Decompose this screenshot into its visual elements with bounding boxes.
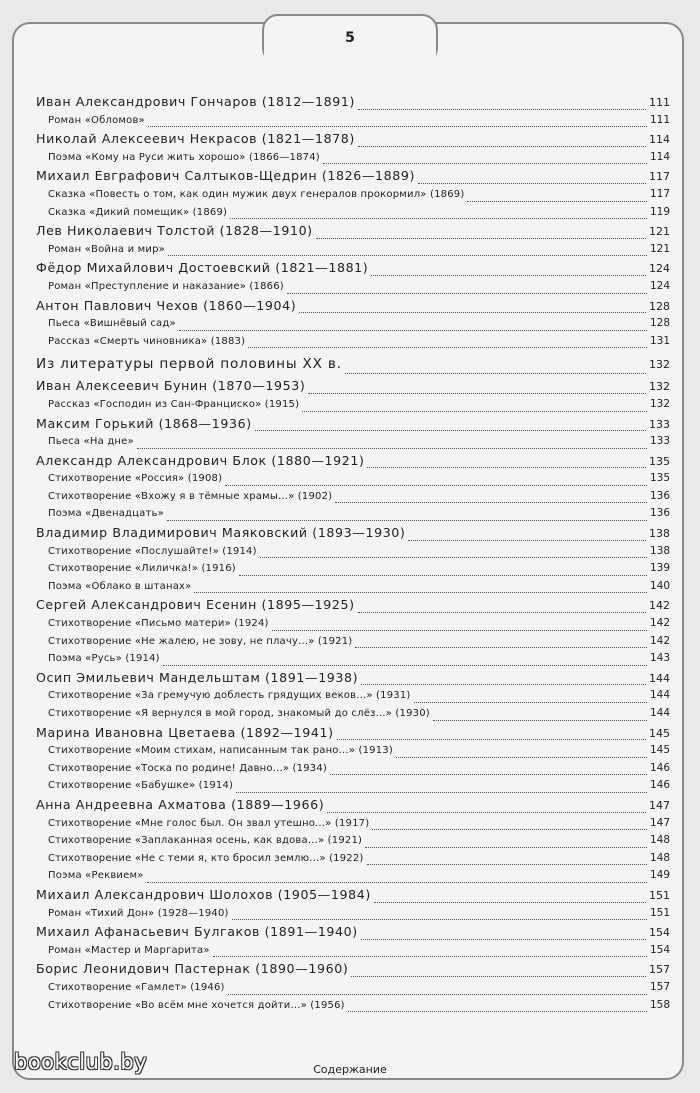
toc-work-entry[interactable] xyxy=(36,490,670,508)
toc-entry-title: Михаил Афанасьевич Булгаков (1891—1940) xyxy=(36,924,358,940)
toc-entry-page: 148 xyxy=(649,851,670,864)
toc-entry-title: Максим Горький (1868—1936) xyxy=(36,415,252,431)
toc-entry-page: 157 xyxy=(649,963,670,977)
toc-entry-page: 132 xyxy=(649,397,670,410)
toc-entry-page: 111 xyxy=(649,113,670,126)
dot-leader xyxy=(355,646,647,648)
toc-entry-title: Анна Андреевна Ахматова (1889—1966) xyxy=(36,796,325,812)
toc-entry-title: Стихотворение «Заплаканная осень, как вдова...» (1921) xyxy=(48,835,363,847)
toc-work-entry[interactable] xyxy=(36,817,670,835)
toc-entry-title: Николай Алексеевич Некрасов (1821—1878) xyxy=(36,131,355,147)
toc-entry-page: 133 xyxy=(649,417,670,431)
toc-entry-page: 146 xyxy=(649,779,670,792)
toc-work-entry[interactable] xyxy=(36,907,670,925)
toc-entry-title: Борис Леонидович Пастернак (1890—1960) xyxy=(36,961,349,977)
toc-entry-page: 117 xyxy=(649,170,670,184)
toc-entry-title: Роман «Война и мир» xyxy=(48,243,165,255)
toc-author-entry[interactable] xyxy=(36,887,670,907)
toc-entry-page: 121 xyxy=(649,225,670,239)
toc-work-entry[interactable] xyxy=(36,398,670,416)
toc-work-entry[interactable] xyxy=(36,243,670,261)
toc-work-entry[interactable] xyxy=(36,617,670,635)
dot-leader xyxy=(255,429,646,431)
watermark: bookclub.by xyxy=(14,1050,148,1074)
toc-entry-page: 117 xyxy=(649,187,670,200)
toc-work-entry[interactable] xyxy=(36,999,670,1017)
dot-leader xyxy=(367,466,646,468)
toc-entry-page: 158 xyxy=(649,998,670,1011)
toc-work-entry[interactable] xyxy=(36,744,670,762)
toc-entry-title: Осип Эмильевич Мандельштам (1891—1938) xyxy=(36,669,359,685)
dot-leader xyxy=(361,683,646,685)
toc-entry-page: 146 xyxy=(649,761,670,774)
toc-entry-page: 154 xyxy=(649,926,670,940)
toc-entry-title: Стихотворение «Гамлет» (1946) xyxy=(48,981,225,993)
dot-leader xyxy=(367,863,647,865)
toc-entry-page: 133 xyxy=(649,435,670,448)
toc-entry-page: 138 xyxy=(649,527,670,541)
toc-entry-title: Сказка «Повесть о том, как один мужик двух генералов прокормил» (1869) xyxy=(48,188,465,200)
dot-leader xyxy=(302,410,647,412)
toc-entry-title: Поэма «Реквием» xyxy=(48,870,144,882)
toc-work-entry[interactable] xyxy=(36,280,670,298)
toc-entry-title: Стихотворение «Во всём мне хочется дойти...» (1956) xyxy=(48,999,345,1011)
dot-leader xyxy=(358,611,646,613)
page-number: 5 xyxy=(345,30,355,46)
toc-entry-title: Поэма «Облако в штанах» xyxy=(48,580,192,592)
toc-work-entry[interactable] xyxy=(36,206,670,224)
table-of-contents xyxy=(36,94,670,1016)
toc-work-entry[interactable] xyxy=(36,762,670,780)
toc-entry-page: 132 xyxy=(649,380,670,394)
toc-author-entry[interactable] xyxy=(36,378,670,398)
dot-leader xyxy=(316,237,646,239)
dot-leader xyxy=(323,162,647,164)
toc-author-entry[interactable] xyxy=(36,525,670,545)
toc-entry-title: Михаил Александрович Шолохов (1905—1984) xyxy=(36,886,371,902)
toc-author-entry[interactable] xyxy=(36,797,670,817)
toc-entry-title: Стихотворение «Лиличка!» (1916) xyxy=(48,563,236,575)
toc-author-entry[interactable] xyxy=(36,131,670,151)
dot-leader xyxy=(327,811,646,813)
toc-entry-title: Стихотворение «Тоска по родине! Давно...» (1934) xyxy=(48,762,328,774)
toc-work-entry[interactable] xyxy=(36,852,670,870)
dot-leader xyxy=(418,182,646,184)
toc-entry-title: Михаил Евграфович Салтыков-Щедрин (1826—1889) xyxy=(36,168,415,184)
toc-entry-page: 138 xyxy=(649,544,670,557)
toc-entry-page: 147 xyxy=(649,816,670,829)
toc-entry-title: Марина Ивановна Цветаева (1892—1941) xyxy=(36,724,334,740)
toc-entry-page: 124 xyxy=(649,262,670,276)
toc-entry-title: Сергей Александрович Есенин (1895—1925) xyxy=(36,597,355,613)
toc-entry-page: 114 xyxy=(649,150,670,163)
toc-entry-page: 142 xyxy=(649,599,670,613)
toc-entry-title: Пьеса «Вишнёвый сад» xyxy=(48,318,176,330)
toc-entry-title: Роман «Обломов» xyxy=(48,114,145,126)
dot-leader xyxy=(239,574,647,576)
toc-entry-title: Поэма «Русь» (1914) xyxy=(48,653,160,665)
dot-leader xyxy=(260,556,647,558)
toc-entry-title: Лев Николаевич Толстой (1828—1910) xyxy=(36,223,313,239)
toc-author-entry[interactable] xyxy=(36,453,670,473)
dot-leader xyxy=(308,392,646,394)
toc-entry-page: 135 xyxy=(649,472,670,485)
toc-entry-title: Роман «Мастер и Маргарита» xyxy=(48,944,210,956)
toc-work-entry[interactable] xyxy=(36,472,670,490)
dot-leader xyxy=(163,664,647,666)
toc-work-entry[interactable] xyxy=(36,151,670,169)
toc-work-entry[interactable] xyxy=(36,580,670,598)
toc-entry-title: Фёдор Михайлович Достоевский (1821—1881) xyxy=(36,260,369,276)
dot-leader xyxy=(345,372,646,374)
toc-author-entry[interactable] xyxy=(36,670,670,690)
toc-entry-page: 147 xyxy=(649,798,670,812)
toc-entry-title: Стихотворение «Бабушке» (1914) xyxy=(48,780,234,792)
toc-work-entry[interactable] xyxy=(36,944,670,962)
dot-leader xyxy=(194,591,646,593)
toc-entry-page: 140 xyxy=(649,579,670,592)
dot-leader xyxy=(358,145,646,147)
toc-entry-title: Стихотворение «Не жалею, не зову, не плачу...» (1921) xyxy=(48,635,353,647)
toc-entry-title: Роман «Тихий Дон» (1928—1940) xyxy=(48,907,229,919)
toc-entry-page: 111 xyxy=(649,96,670,109)
toc-author-entry[interactable] xyxy=(36,298,670,318)
toc-work-entry[interactable] xyxy=(36,981,670,999)
toc-work-entry[interactable] xyxy=(36,507,670,525)
toc-entry-title: Иван Алексеевич Бунин (1870—1953) xyxy=(36,378,306,394)
toc-entry-title: Из литературы первой половины XX в. xyxy=(36,356,342,373)
toc-entry-page: 145 xyxy=(649,744,670,757)
toc-work-entry[interactable] xyxy=(36,562,670,580)
dot-leader xyxy=(348,1010,647,1012)
toc-entry-page: 136 xyxy=(649,507,670,520)
toc-entry-page: 121 xyxy=(649,242,670,255)
toc-work-entry[interactable] xyxy=(36,652,670,670)
toc-author-entry[interactable] xyxy=(36,168,670,188)
dot-leader xyxy=(148,125,647,127)
toc-entry-page: 149 xyxy=(649,869,670,882)
toc-entry-page: 139 xyxy=(649,562,670,575)
dot-leader xyxy=(371,274,646,276)
toc-entry-page: 154 xyxy=(649,943,670,956)
toc-entry-title: Александр Александрович Блок (1880—1921) xyxy=(36,452,365,468)
dot-leader xyxy=(168,254,647,256)
dot-leader xyxy=(330,773,647,775)
toc-entry-page: 142 xyxy=(649,617,670,630)
toc-entry-page: 128 xyxy=(649,299,670,313)
dot-leader xyxy=(167,519,647,521)
dot-leader xyxy=(272,629,647,631)
toc-entry-page: 151 xyxy=(649,888,670,902)
toc-author-entry[interactable] xyxy=(36,961,670,981)
toc-author-entry[interactable] xyxy=(36,260,670,280)
toc-entry-page: 151 xyxy=(649,906,670,919)
toc-author-entry[interactable] xyxy=(36,597,670,617)
dot-leader xyxy=(351,975,646,977)
dot-leader xyxy=(248,346,647,348)
dot-leader xyxy=(433,719,647,721)
toc-work-entry[interactable] xyxy=(36,114,670,132)
dot-leader xyxy=(408,539,646,541)
toc-entry-page: 135 xyxy=(649,454,670,468)
footer-title: Содержание xyxy=(313,1063,387,1076)
toc-entry-page: 128 xyxy=(649,317,670,330)
toc-entry-page: 142 xyxy=(649,634,670,647)
dot-leader xyxy=(365,846,647,848)
dot-leader xyxy=(147,881,647,883)
dot-leader xyxy=(230,217,647,219)
toc-entry-title: Рассказ «Смерть чиновника» (1883) xyxy=(48,335,246,347)
dot-leader xyxy=(179,329,647,331)
toc-work-entry[interactable] xyxy=(36,335,670,353)
dot-leader xyxy=(396,756,647,758)
toc-entry-title: Стихотворение «Письмо матери» (1924) xyxy=(48,618,269,630)
toc-entry-title: Стихотворение «Вхожу я в тёмные храмы...» (1902) xyxy=(48,490,333,502)
toc-entry-page: 157 xyxy=(649,980,670,993)
dot-leader xyxy=(337,738,646,740)
toc-entry-title: Антон Павлович Чехов (1860—1904) xyxy=(36,297,297,313)
toc-entry-page: 124 xyxy=(649,279,670,292)
toc-entry-title: Рассказ «Господин из Сан-Франциско» (1915) xyxy=(48,398,300,410)
toc-entry-title: Стихотворение «За гремучую доблесть грядущих веков...» (1931) xyxy=(48,690,411,702)
toc-entry-page: 144 xyxy=(649,707,670,719)
dot-leader xyxy=(374,901,646,903)
dot-leader xyxy=(335,501,647,503)
dot-leader xyxy=(414,701,647,703)
toc-entry-title: Пьеса «На дне» xyxy=(48,436,134,448)
dot-leader xyxy=(228,993,647,995)
toc-work-entry[interactable] xyxy=(36,707,670,725)
toc-entry-page: 145 xyxy=(649,726,670,740)
toc-entry-title: Поэма «Кому на Руси жить хорошо» (1866—1874) xyxy=(48,151,320,163)
dot-leader xyxy=(361,938,646,940)
toc-section-entry[interactable] xyxy=(36,356,670,378)
dot-leader xyxy=(372,828,647,830)
toc-entry-title: Стихотворение «Мне голос был. Он звал утешно...» (1917) xyxy=(48,817,370,829)
toc-work-entry[interactable] xyxy=(36,689,670,707)
toc-work-entry[interactable] xyxy=(36,869,670,887)
toc-entry-page: 114 xyxy=(649,133,670,147)
toc-entry-title: Иван Александрович Гончаров (1812—1891) xyxy=(36,94,355,109)
dot-leader xyxy=(299,311,646,313)
toc-work-entry[interactable] xyxy=(36,635,670,653)
toc-work-entry[interactable] xyxy=(36,435,670,453)
toc-entry-page: 143 xyxy=(649,652,670,665)
dot-leader xyxy=(358,108,646,110)
toc-entry-page: 144 xyxy=(649,671,670,685)
dot-leader xyxy=(467,200,647,202)
toc-author-entry[interactable] xyxy=(36,924,670,944)
toc-entry-title: Роман «Преступление и наказание» (1866) xyxy=(48,280,284,292)
dot-leader xyxy=(225,484,647,486)
toc-work-entry[interactable] xyxy=(36,188,670,206)
toc-work-entry[interactable] xyxy=(36,545,670,563)
toc-entry-page: 144 xyxy=(649,689,670,702)
dot-leader xyxy=(232,918,647,920)
toc-work-entry[interactable] xyxy=(36,834,670,852)
toc-entry-page: 148 xyxy=(649,834,670,847)
toc-entry-title: Стихотворение «Я вернулся в мой город, знакомый до слёз...» (1930) xyxy=(48,708,430,719)
dot-leader xyxy=(287,292,647,294)
toc-author-entry[interactable] xyxy=(36,223,670,243)
dot-leader xyxy=(213,955,647,957)
toc-entry-page: 119 xyxy=(649,205,670,218)
toc-entry-title: Стихотворение «Моим стихам, написанным так рано...» (1913) xyxy=(48,745,393,757)
toc-author-entry[interactable] xyxy=(36,725,670,745)
toc-entry-page: 132 xyxy=(649,358,670,372)
toc-entry-page: 136 xyxy=(649,489,670,502)
toc-author-entry[interactable] xyxy=(36,94,670,114)
toc-work-entry[interactable] xyxy=(36,317,670,335)
toc-work-entry[interactable] xyxy=(36,779,670,797)
toc-entry-title: Стихотворение «Послушайте!» (1914) xyxy=(48,545,257,557)
toc-entry-title: Сказка «Дикий помещик» (1869) xyxy=(48,206,228,218)
toc-entry-title: Стихотворение «Не с теми я, кто бросил землю...» (1922) xyxy=(48,852,364,864)
toc-entry-page: 131 xyxy=(649,334,670,347)
dot-leader xyxy=(236,791,647,793)
toc-entry-title: Поэма «Двенадцать» xyxy=(48,508,164,520)
dot-leader xyxy=(137,447,647,449)
toc-author-entry[interactable] xyxy=(36,416,670,436)
toc-entry-title: Владимир Владимирович Маяковский (1893—1930) xyxy=(36,525,406,541)
toc-entry-title: Стихотворение «Россия» (1908) xyxy=(48,473,223,485)
